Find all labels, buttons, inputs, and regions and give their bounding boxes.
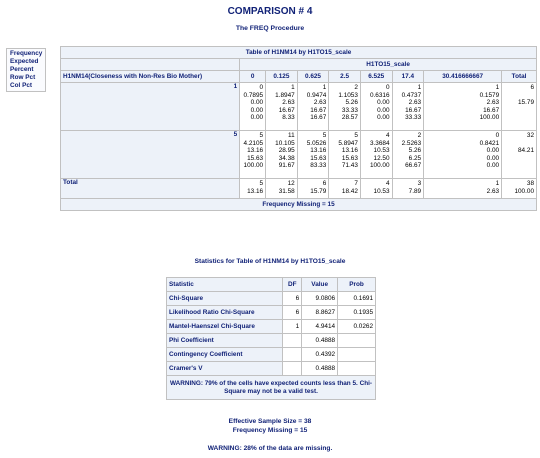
table-cell: 6 [283,306,302,320]
row-total-cell: 32 84.21 [502,131,537,179]
table-cell: 9.0806 [302,292,338,306]
table-cell: 7 18.42 [329,179,361,199]
chi-square-warning: WARNING: 79% of the cells have expected counts less than 5. Chi-Square may not be a valid test. [167,376,376,400]
column-header: Statistic [167,278,283,292]
table-cell: 0.4888 [302,334,338,348]
table-cell [338,348,376,362]
table-cell: 11 10.105 28.95 34.38 91.67 [266,131,298,179]
row-label: 5 [61,131,240,179]
cell-contents-legend [6,48,46,92]
column-header: 0.125 [266,71,298,83]
table-row [61,83,537,131]
statistic-name: Cramer's V [167,362,283,376]
statistic-name: Phi Coefficient [167,334,283,348]
table-cell: 6 15.79 [297,179,329,199]
effective-sample-size: Effective Sample Size = 38 [228,418,312,425]
table-cell: 0.1691 [338,292,376,306]
statistic-name: Chi-Square [167,292,283,306]
legend-item: Percent [10,66,34,74]
legend-item: Col Pct [10,82,33,90]
total-row [61,179,537,199]
statistic-name: Contingency Coefficient [167,348,283,362]
table-cell: 0 0.7895 0.00 0.00 0.00 [240,83,266,131]
table-cell [283,362,302,376]
statistics-title: Statistics for Table of H1NM14 by H1TO15_scale [194,258,346,265]
frequency-missing-note: Frequency Missing = 15 [232,427,308,434]
table-cell: 5 5.8947 13.16 15.63 71.43 [329,131,361,179]
table-cell: 0.4392 [302,348,338,362]
table-cell: 5 13.16 [240,179,266,199]
header-blank [61,59,240,71]
table-cell: 0 0.6316 0.00 0.00 0.00 [360,83,392,131]
table-row [167,334,376,348]
crosstab-caption: Table of H1NM14 by H1TO15_scale [61,47,537,59]
page-title: COMPARISON # 4 [227,6,313,17]
missing-data-warning: WARNING: 28% of the data are missing. [207,445,333,452]
table-row [167,306,376,320]
legend-item: Expected [10,58,39,66]
table-cell [338,334,376,348]
table-cell: 0.1935 [338,306,376,320]
table-cell: 6 [283,292,302,306]
column-header: 0.625 [297,71,329,83]
legend-item: Frequency [10,50,43,57]
column-header: 2.5 [329,71,361,83]
table-cell [283,348,302,362]
column-header: 17.4 [392,71,424,83]
table-cell: 0 0.8421 0.00 0.00 0.00 [424,131,502,179]
grand-total-cell: 38 100.00 [502,179,537,199]
table-cell: 1 0.9474 2.63 16.67 16.67 [297,83,329,131]
table-cell: 5 4.2105 13.16 15.63 100.00 [240,131,266,179]
table-cell: 1 1.8947 2.63 16.67 8.33 [266,83,298,131]
table-cell: 2 1.1053 5.26 33.33 28.57 [329,83,361,131]
column-header: 30.416666667 [424,71,502,83]
table-cell: 1 2.63 [424,179,502,199]
table-cell: 4 3.3684 10.53 12.50 100.00 [360,131,392,179]
table-cell: 0.0262 [338,320,376,334]
table-row [61,131,537,179]
column-header: Value [302,278,338,292]
table-cell: 4 10.53 [360,179,392,199]
table-cell: 12 31.58 [266,179,298,199]
table-cell: 8.8627 [302,306,338,320]
table-cell: 3 7.89 [392,179,424,199]
table-cell: 1 [283,320,302,334]
statistic-name: Likelihood Ratio Chi-Square [167,306,283,320]
table-row [167,320,376,334]
table-cell: 5 5.0526 13.16 15.63 83.33 [297,131,329,179]
table-cell [338,362,376,376]
table-cell: 2 2.5263 5.26 6.25 66.67 [392,131,424,179]
crosstab-table [60,46,537,211]
row-label: 1 [61,83,240,131]
table-row [167,292,376,306]
legend-item: Row Pct [10,74,36,82]
statistic-name: Mantel-Haenszel Chi-Square [167,320,283,334]
table-row [167,348,376,362]
procedure-subtitle: The FREQ Procedure [235,25,305,32]
table-row [167,362,376,376]
table-cell [283,334,302,348]
column-header: Total [502,71,537,83]
table-cell: 1 0.4737 2.63 16.67 33.33 [392,83,424,131]
table-cell: 0.4888 [302,362,338,376]
column-header: 0 [240,71,266,83]
column-variable-header: H1TO15_scale [240,59,537,71]
row-total-cell: 6 15.79 [502,83,537,131]
frequency-missing-footer: Frequency Missing = 15 [61,199,537,211]
column-header: 6.525 [360,71,392,83]
statistics-table [166,277,376,400]
column-header: DF [283,278,302,292]
row-variable-header: H1NM14(Closeness with Non-Res Bio Mother) [61,71,240,83]
column-header: Prob [338,278,376,292]
total-row-label: Total [61,179,240,199]
table-cell: 4.9414 [302,320,338,334]
table-cell: 1 0.1579 2.63 16.67 100.00 [424,83,502,131]
